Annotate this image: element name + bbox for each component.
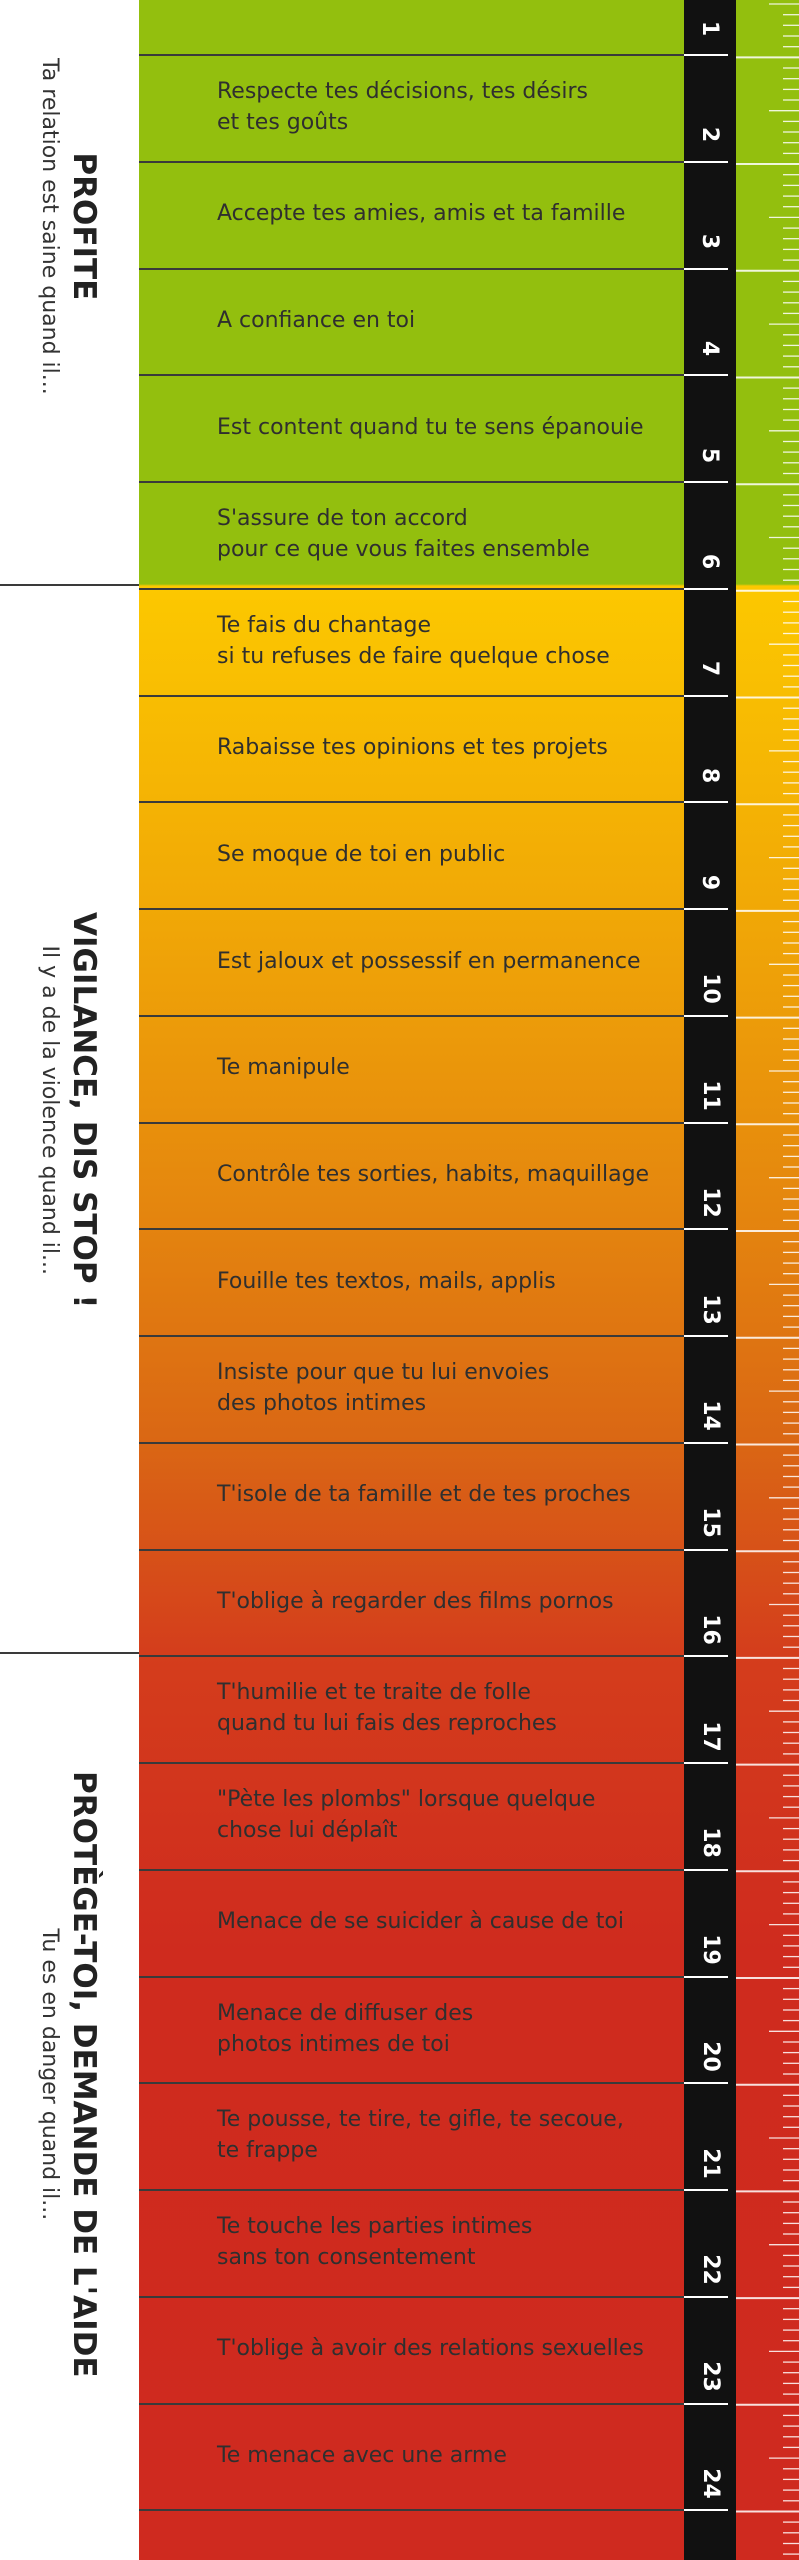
scale-item-label: T'humilie et te traite de folle quand tu lui fais des reproches <box>217 1680 557 1737</box>
scale-number <box>696 862 724 902</box>
scale-number-text: 4 <box>697 340 723 356</box>
scale-item-label: Menace de se suicider à cause de toi <box>217 1909 624 1935</box>
scale-tick <box>684 2403 728 2405</box>
scale-item-label: "Pète les plombs" lorsque quelque chose lui déplaît <box>217 1787 596 1843</box>
scale-number-text: 10 <box>697 973 723 1005</box>
scale-number-text: 7 <box>697 660 723 677</box>
scale-number <box>696 2143 724 2183</box>
scale-number <box>696 1930 724 1970</box>
scale-item-label: S'assure de ton accord pour ce que vous faites ensemble <box>217 506 590 562</box>
scale-item-label: Respecte tes décisions, tes désirs et tes goûts <box>217 79 588 135</box>
scale-item-label: Menace de diffuser des photos intimes de toi <box>217 2000 474 2057</box>
scale-number-text: 16 <box>697 1613 723 1645</box>
scale-tick <box>684 1976 728 1978</box>
scale-number-text: 24 <box>697 2467 723 2499</box>
scale-number-text: 6 <box>697 554 723 570</box>
scale-item-label: Est content quand tu te sens épanouie <box>217 414 644 440</box>
scale-number-text: 3 <box>697 233 723 250</box>
scale-tick <box>684 1122 728 1124</box>
scale-tick <box>684 1228 728 1230</box>
section-title: VIGILANCE, DIS STOP ! <box>66 911 102 1309</box>
scale-number <box>696 115 724 155</box>
scale-number <box>696 1503 724 1543</box>
number-scale <box>684 0 736 2560</box>
scale-tick <box>684 54 728 56</box>
scale-number <box>696 2357 724 2397</box>
scale-number <box>696 755 724 795</box>
scale-number-text: 19 <box>697 1934 723 1965</box>
scale-tick <box>684 2509 728 2511</box>
scale-number <box>696 1716 724 1756</box>
scale-item-label: Te menace avec une arme <box>217 2443 507 2468</box>
scale-number-text: 22 <box>697 2254 723 2286</box>
scale-number <box>696 328 724 368</box>
row-divider <box>139 2509 684 2511</box>
scale-tick <box>684 2082 728 2084</box>
section-title: PROTÈGE-TOI, DEMANDE DE L'AIDE <box>66 1770 102 2378</box>
scale-number-text: 17 <box>697 1720 723 1752</box>
scale-number <box>696 2250 724 2290</box>
scale-number <box>696 649 724 689</box>
scale-tick <box>684 1762 728 1764</box>
scale-tick <box>684 695 728 697</box>
scale-number <box>696 1396 724 1436</box>
section-subtitle: Ta relation est saine quand il... <box>37 57 62 395</box>
scale-item-label: Est jaloux et possessif en permanence <box>217 948 641 974</box>
scale-number-text: 12 <box>697 1186 723 1218</box>
scale-item-label: Rabaisse tes opinions et tes projets <box>217 735 608 760</box>
scale-tick <box>684 1442 728 1444</box>
scale-number <box>696 1076 724 1116</box>
scale-tick <box>684 268 728 270</box>
section-separator <box>0 584 139 586</box>
scale-tick <box>684 1655 728 1657</box>
scale-number-text: 2 <box>697 127 723 143</box>
scale-item-label: Te touche les parties intimes sans ton consentement <box>217 2214 533 2270</box>
section-subtitle: Il y a de la violence quand il... <box>37 945 62 1275</box>
scale-tick <box>684 1549 728 1551</box>
scale-tick <box>684 374 728 376</box>
scale-tick <box>684 1335 728 1337</box>
scale-number-text: 15 <box>697 1507 723 1538</box>
scale-number <box>696 1609 724 1649</box>
scale-number-text: 8 <box>697 767 723 783</box>
scale-number <box>696 2463 724 2503</box>
scale-number <box>696 1823 724 1863</box>
scale-number <box>696 8 724 48</box>
scale-item-label: Te fais du chantage si tu refuses de faire quelque chose <box>217 612 610 669</box>
scale-number-text: 9 <box>697 874 723 890</box>
scale-number <box>696 2036 724 2076</box>
scale-number <box>696 435 724 475</box>
scale-number-text: 23 <box>697 2361 723 2392</box>
scale-number-text: 1 <box>697 20 723 36</box>
section-title: PROFITE <box>66 151 102 300</box>
scale-number-text: 13 <box>697 1293 723 1325</box>
scale-tick <box>684 908 728 910</box>
scale-item-label: Contrôle tes sorties, habits, maquillage <box>217 1162 650 1187</box>
scale-tick <box>684 588 728 590</box>
scale-item-label: Te pousse, te tire, te gifle, te secoue, te frappe <box>217 2107 624 2164</box>
scale-number-text: 5 <box>697 447 723 463</box>
scale-tick <box>684 161 728 163</box>
scale-item-label: T'oblige à avoir des relations sexuelles <box>217 2336 644 2362</box>
ruler-ticks <box>736 0 799 2560</box>
scale-tick <box>684 801 728 803</box>
scale-item-label: Accepte tes amies, amis et ta famille <box>217 201 626 227</box>
violentometre-gauge <box>139 0 799 2560</box>
scale-number-text: 14 <box>697 1400 723 1432</box>
scale-tick <box>684 1869 728 1871</box>
ruler-svg <box>736 0 799 2560</box>
scale-item-label: Insiste pour que tu lui envoies des photos intimes <box>217 1360 550 1416</box>
scale-tick <box>684 481 728 483</box>
scale-tick <box>684 2189 728 2191</box>
rows-container <box>139 0 684 2560</box>
scale-tick <box>684 1015 728 1017</box>
scale-item-label: T'oblige à regarder des films pornos <box>217 1589 614 1614</box>
scale-number <box>696 222 724 262</box>
scale-number <box>696 1182 724 1222</box>
scale-item-label: A confiance en toi <box>217 308 416 333</box>
scale-number-text: 18 <box>697 1827 723 1859</box>
scale-item-label: T'isole de ta famille et de tes proches <box>217 1482 631 1508</box>
scale-number-text: 11 <box>697 1080 723 1111</box>
section-separator <box>0 1652 139 1654</box>
scale-number-text: 21 <box>697 2147 723 2179</box>
scale-tick <box>684 2296 728 2298</box>
scale-number-text: 20 <box>697 2040 723 2072</box>
scale-number <box>696 1289 724 1329</box>
scale-item-label: Te manipule <box>217 1055 350 1081</box>
scale-number <box>696 969 724 1009</box>
scale-item-label: Fouille tes textos, mails, applis <box>217 1268 556 1294</box>
scale-item-label: Se moque de toi en public <box>217 841 506 867</box>
scale-number <box>696 542 724 582</box>
section-subtitle: Tu es en danger quand il... <box>37 1927 62 2220</box>
